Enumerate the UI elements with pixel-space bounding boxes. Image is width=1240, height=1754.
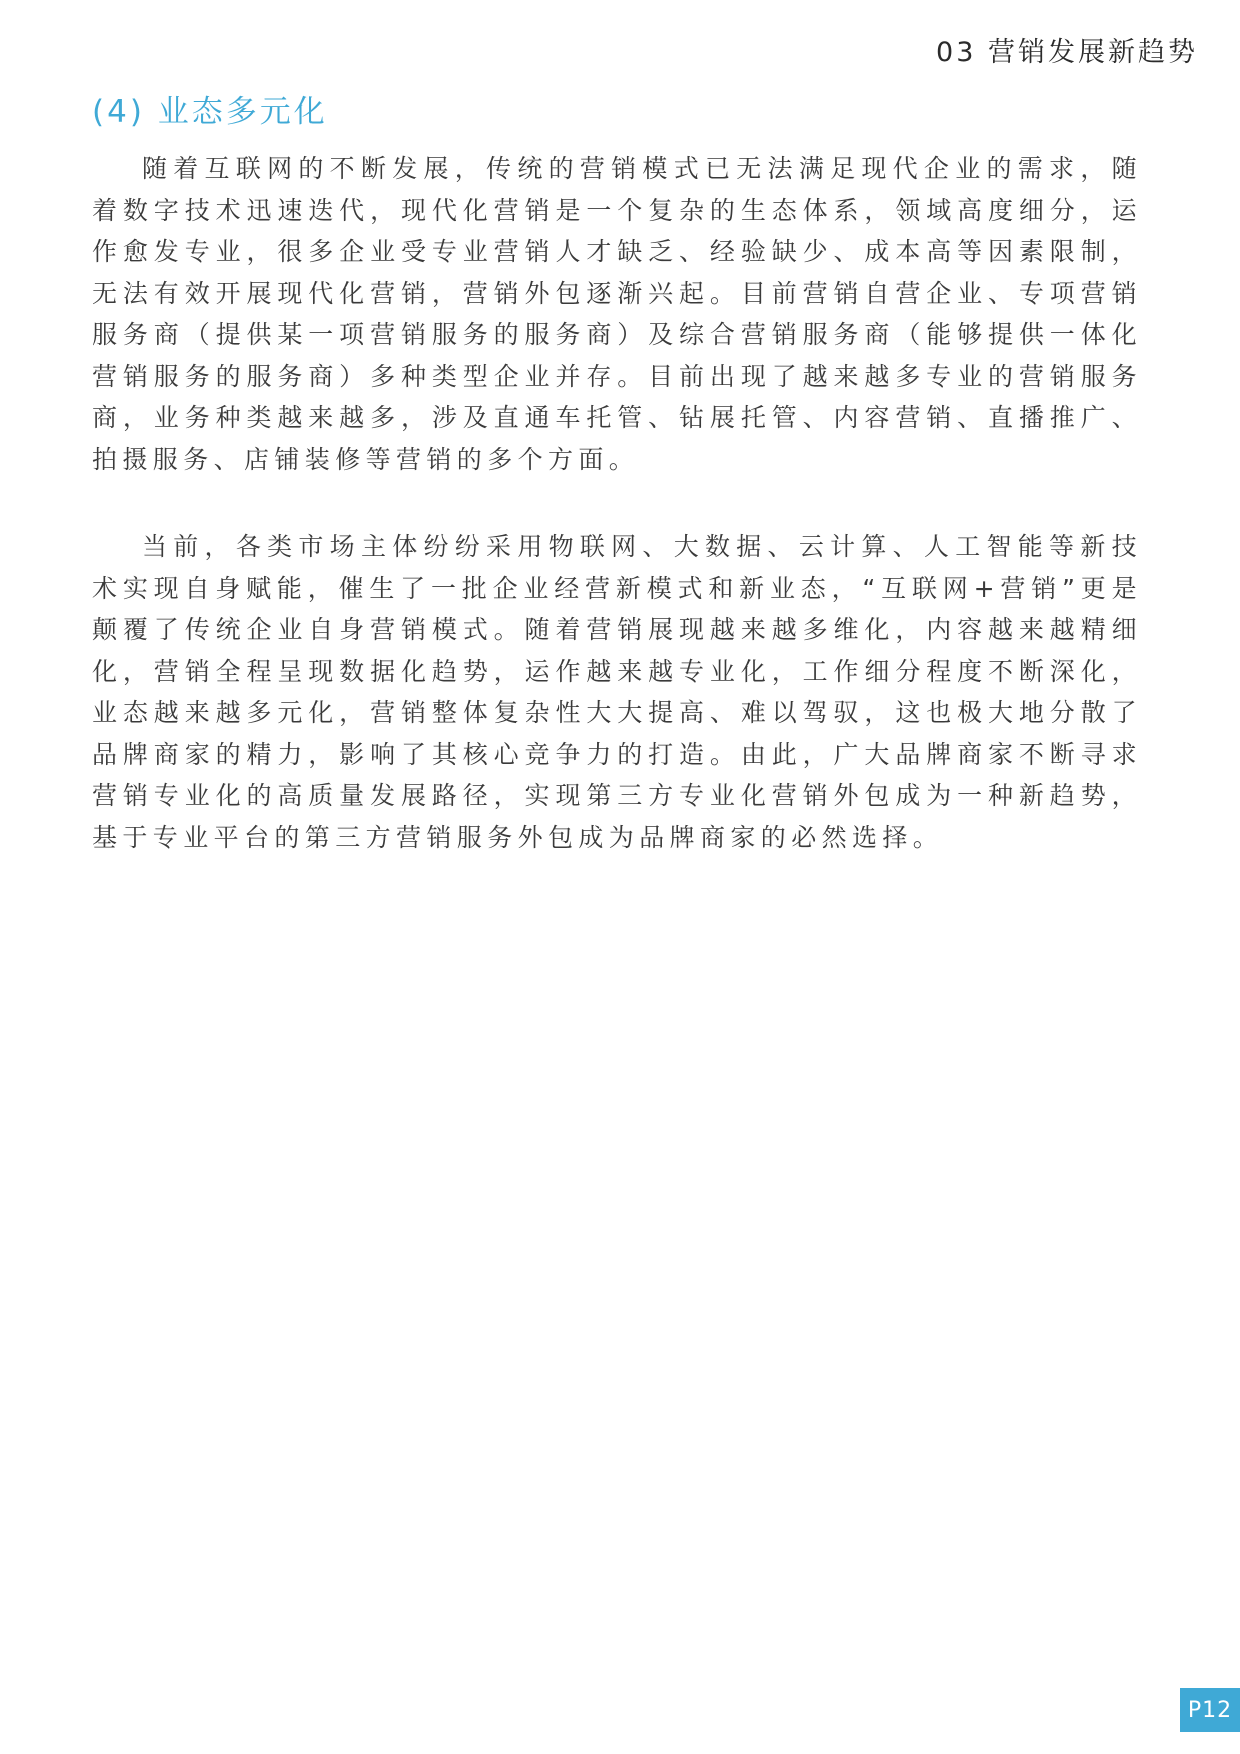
page-header-chapter-title: 03 营销发展新趋势 [936,37,1198,68]
page-number-badge: P12 [1180,1688,1240,1732]
main-content [92,90,1142,904]
body-paragraph-1: 随着互联网的不断发展，传统的营销模式已无法满足现代企业的需求，随着数字技术迅速迭代，现代化营销是一个复杂的生态体系，领域高度细分，运作愈发专业，很多企业受专业营销人才缺乏、经验缺少、成本高等因素限制，无法有效开展现代化营销，营销外包逐渐兴起。目前营销自营企业、专项营销服务商（提供某一项营销服务的服务商）及综合营销服务商（能够提供一体化营销服务的服务商）多种类型企业并存。目前出现了越来越多专业的营销服务商，业务种类越来越多，涉及直通车托管、钻展托管、内容营销、直播推广、拍摄服务、店铺装修等营销的多个方面。 [92,154,1142,474]
section-heading: (4) 业态多元化 [92,94,328,130]
body-paragraph-2: 当前，各类市场主体纷纷采用物联网、大数据、云计算、人工智能等新技术实现自身赋能，催生了一批企业经营新模式和新业态，“互联网+营销”更是颠覆了传统企业自身营销模式。随着营销展现越来越多维化，内容越来越精细化，营销全程呈现数据化趋势，运作越来越专业化，工作细分程度不断深化，业态越来越多元化，营销整体复杂性大大提高、难以驾驭，这也极大地分散了品牌商家的精力，影响了其核心竞争力的打造。由此，广大品牌商家不断寻求营销专业化的高质量发展路径，实现第三方专业化营销外包成为一种新趋势，基于专业平台的第三方营销服务外包成为品牌商家的必然选择。 [92,532,1142,852]
